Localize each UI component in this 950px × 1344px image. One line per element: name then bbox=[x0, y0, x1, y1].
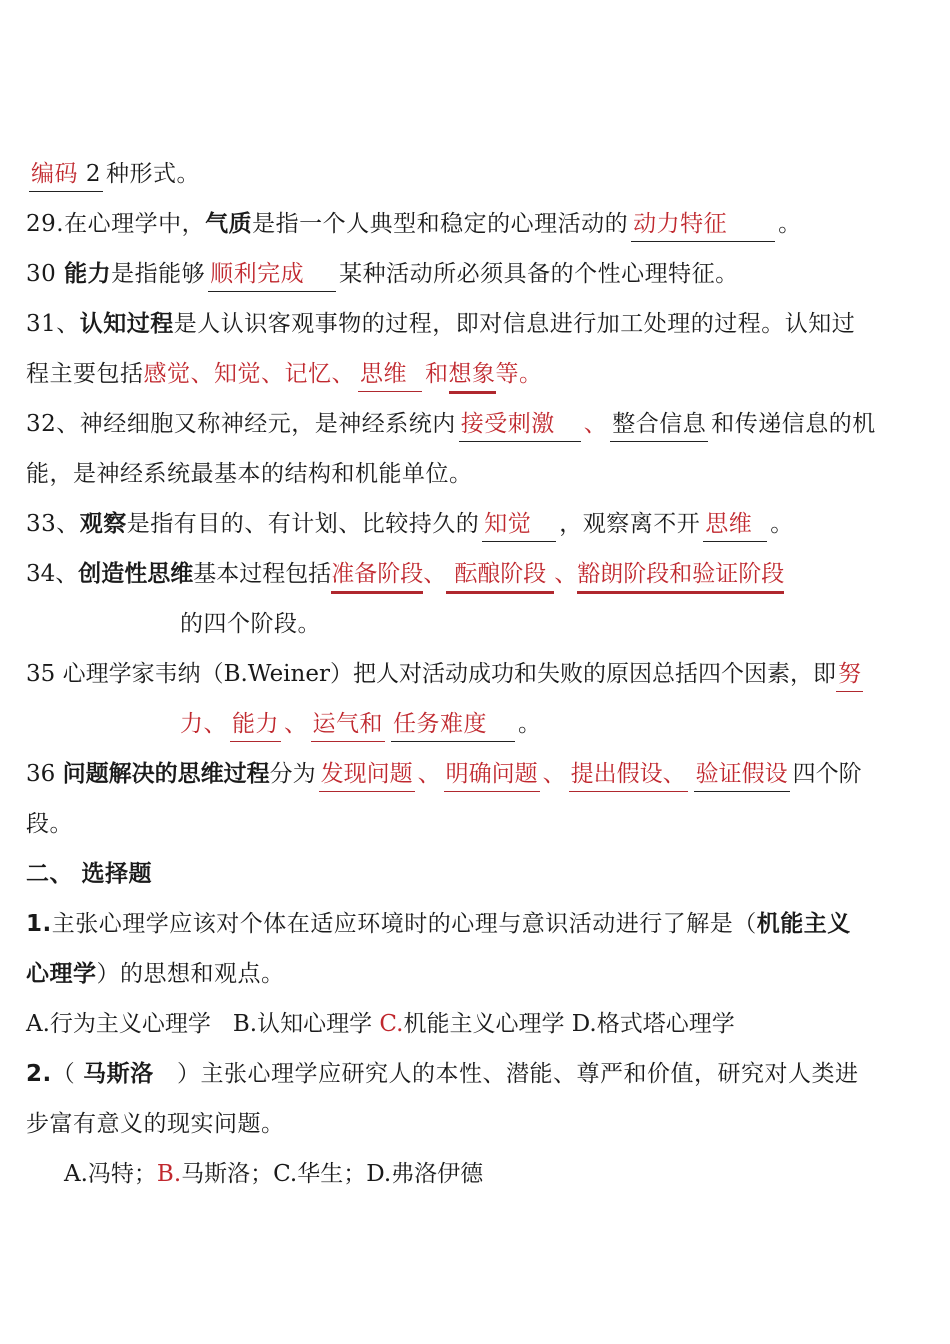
text: 种形式。 bbox=[105, 161, 200, 187]
question-29 bbox=[26, 207, 928, 247]
question-32-line-2 bbox=[26, 457, 928, 497]
answer-blank: 动力特征 bbox=[633, 211, 728, 237]
text: 基本过程包括 bbox=[193, 561, 332, 587]
answer-blank: 接受刺激 bbox=[460, 411, 555, 437]
question-30 bbox=[26, 257, 928, 297]
question-number: 29. bbox=[26, 211, 65, 237]
answer-blank: 酝酿阶段 bbox=[454, 561, 547, 587]
separator: 、 bbox=[554, 561, 578, 587]
choice-question-2-line-2 bbox=[26, 1107, 928, 1147]
key-term: 气质 bbox=[205, 211, 253, 237]
key-term: 观察 bbox=[79, 511, 127, 537]
answer-blank: 想象 bbox=[448, 361, 496, 387]
text: 。 bbox=[770, 511, 794, 537]
choice-question-1-line-2 bbox=[26, 957, 928, 997]
answer-text: 机能主义 bbox=[756, 911, 851, 937]
question-number: 2. bbox=[26, 1061, 52, 1087]
answer-text: 力 bbox=[180, 711, 204, 737]
text: 心理学家韦纳（B.Weiner）把人对活动成功和失败的原因总括四个因素，即 bbox=[62, 661, 836, 687]
option-a: A.行为主义心理学 bbox=[26, 1011, 211, 1037]
text: 主张心理学应研究人的本性、潜能、尊严和价值，研究对人类进 bbox=[200, 1061, 859, 1087]
answer-blank: 验证假设 bbox=[695, 761, 788, 787]
answer-blank: 整合信息 bbox=[612, 411, 707, 437]
text: 和传递信息的机 bbox=[711, 411, 876, 437]
question-number: 30 bbox=[26, 261, 57, 287]
text: 是人认识客观事物的过程，即对信息进行加工处理的过程。认知过 bbox=[173, 311, 856, 337]
text: ，观察离不开 bbox=[559, 511, 701, 537]
key-term: 创造性思维 bbox=[78, 561, 194, 587]
option-d: D.格式塔心理学 bbox=[571, 1011, 735, 1037]
answer-blank: 准备阶段 bbox=[331, 561, 424, 587]
text: 是指能够 bbox=[111, 261, 206, 287]
separator: 、 bbox=[417, 761, 441, 787]
question-36-line-1 bbox=[26, 757, 928, 797]
answer-blank: 顺利完成 bbox=[210, 261, 305, 287]
question-number: 1. bbox=[26, 911, 52, 937]
question-36-line-2 bbox=[26, 807, 928, 847]
option-a: A.冯特； bbox=[64, 1161, 157, 1187]
answer-text: 感觉、知觉、记忆、 bbox=[143, 361, 355, 387]
text: 。 bbox=[778, 211, 802, 237]
text: 是指一个人典型和稳定的心理活动的 bbox=[252, 211, 629, 237]
question-31-line-1 bbox=[26, 307, 928, 347]
question-number: 32、 bbox=[26, 411, 80, 437]
text: （ bbox=[51, 1061, 76, 1087]
text: 步富有意义的现实问题。 bbox=[26, 1111, 285, 1137]
answer-blank: 努 bbox=[837, 661, 861, 687]
answer-text: 和 bbox=[425, 361, 449, 387]
question-31-line-2 bbox=[26, 357, 928, 397]
answer-blank: 任务难度 bbox=[393, 711, 487, 737]
answer-blank: 能力 bbox=[232, 711, 279, 737]
text: 。 bbox=[518, 711, 542, 737]
choice-question-2-line-1 bbox=[26, 1057, 928, 1097]
answer-blank: 思维 bbox=[360, 361, 407, 387]
text: 四个阶 bbox=[792, 761, 862, 787]
choice-question-2-options bbox=[64, 1157, 928, 1197]
option-b: 马斯洛； bbox=[181, 1161, 274, 1187]
option-c: 机能主义心理学 bbox=[403, 1011, 565, 1037]
answer-blank: 知觉 bbox=[484, 511, 532, 537]
answer-blank: 豁朗阶段和 bbox=[577, 561, 693, 587]
question-35-line-2 bbox=[180, 707, 928, 747]
text: 分为 bbox=[269, 761, 316, 787]
separator: 、 bbox=[423, 561, 447, 587]
answer-blank: 验证阶段 bbox=[692, 561, 785, 587]
key-term: 认知过程 bbox=[79, 311, 174, 337]
separator: 、 bbox=[583, 411, 608, 437]
question-number: 35 bbox=[26, 661, 56, 687]
option-d: D.弗洛伊德 bbox=[366, 1161, 484, 1187]
key-term: 问题解决的思维过程 bbox=[62, 761, 270, 787]
answer-blank: 思维 bbox=[705, 511, 753, 537]
answer-blank: 明确问题 bbox=[445, 761, 538, 787]
question-number: 36 bbox=[26, 761, 56, 787]
question-34-line-2 bbox=[180, 607, 928, 647]
question-34-line-1 bbox=[26, 557, 928, 597]
option-c-letter: C. bbox=[379, 1011, 404, 1037]
answer-text: 等。 bbox=[495, 361, 543, 387]
answer-text: 心理学 bbox=[26, 961, 97, 987]
choice-question-1-options bbox=[26, 1007, 928, 1047]
text: 在心理学中， bbox=[64, 211, 206, 237]
question-number: 31、 bbox=[26, 311, 80, 337]
question-32-line-1 bbox=[26, 407, 928, 447]
text: 某种活动所必须具备的个性心理特征。 bbox=[339, 261, 739, 287]
text: ） bbox=[177, 1061, 201, 1087]
answer-blank: 发现问题 bbox=[320, 761, 413, 787]
option-b-letter: B. bbox=[156, 1161, 182, 1187]
question-number: 33、 bbox=[26, 511, 80, 537]
answer-count: 2 bbox=[85, 161, 101, 187]
option-c: C.华生； bbox=[273, 1161, 367, 1187]
question-33 bbox=[26, 507, 928, 547]
line-encoding-forms bbox=[26, 157, 928, 197]
text: 程主要包括 bbox=[26, 361, 144, 387]
choice-question-1-line-1 bbox=[26, 907, 928, 947]
text: 是指有目的、有计划、比较持久的 bbox=[126, 511, 480, 537]
separator: 、 bbox=[542, 761, 566, 787]
separator: 、 bbox=[284, 711, 308, 737]
answer-text: 马斯洛 bbox=[83, 1061, 154, 1087]
text: 能，是神经系统最基本的结构和机能单位。 bbox=[26, 461, 473, 487]
answer-blank: 提出假设、 bbox=[570, 761, 686, 787]
key-term: 能力 bbox=[64, 261, 112, 287]
text: 段。 bbox=[26, 811, 73, 837]
text: ）的思想和观点。 bbox=[96, 961, 285, 987]
separator: 、 bbox=[203, 711, 227, 737]
section-heading: 二、 选择题 bbox=[26, 861, 153, 887]
text: 的四个阶段。 bbox=[180, 611, 321, 637]
answer-encoding: 编码 bbox=[31, 161, 78, 187]
option-b: B.认知心理学 bbox=[232, 1011, 373, 1037]
answer-blank: 运气和 bbox=[312, 711, 383, 737]
text: 神经细胞又称神经元，是神经系统内 bbox=[79, 411, 456, 437]
question-35-line-1 bbox=[26, 657, 928, 697]
question-number: 34、 bbox=[26, 561, 79, 587]
text: 主张心理学应该对个体在适应环境时的心理与意识活动进行了解是（ bbox=[51, 911, 757, 937]
